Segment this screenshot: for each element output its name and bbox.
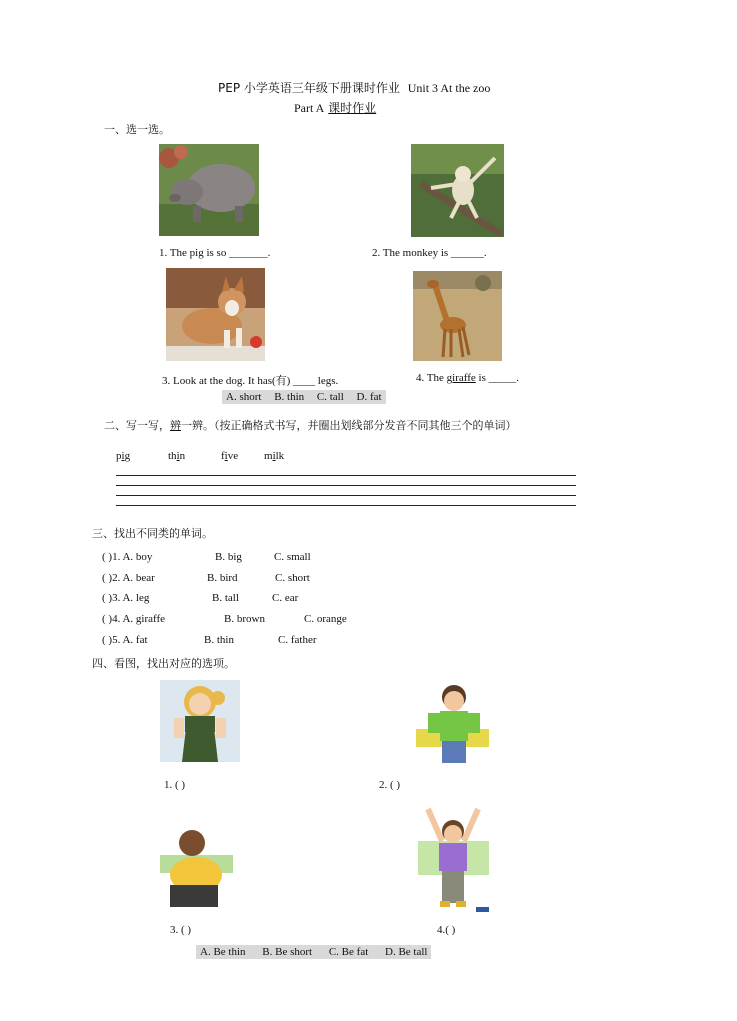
word-five-post: ve [227,450,239,462]
section2-heading-b: 辨 [170,419,181,432]
word-milk-post: lk [275,450,285,462]
word-thin [168,450,185,462]
option-b: B. thin [274,391,305,403]
section2-heading [104,417,517,433]
row2-a: ( )2. A. bear [102,572,155,584]
title-unit: Unit 3 At the zoo [407,81,491,95]
row4-a: ( )4. A. giraffe [102,613,166,625]
section2-heading-a: 二、写一写， [104,419,170,432]
row3-a: ( )3. A. leg [102,592,150,604]
row2-b: B. bird [207,572,238,584]
pig-picture [159,144,259,236]
option-be-tall: D. Be tall [385,946,428,958]
picture-label-3: 3. ( ) [170,924,192,936]
word-milk-pre: m [264,450,273,462]
row1-c: C. small [274,551,311,563]
boy-fat-picture [160,825,233,907]
question-2: 2. The monkey is ______. [372,247,487,259]
boy-green-picture [416,681,489,763]
option-c: C. tall [316,391,344,403]
picture-label-2: 2. ( ) [379,779,401,791]
row1-b: B. big [215,551,242,563]
word-pig-pre: p [116,450,122,462]
option-be-fat: C. Be fat [328,946,369,958]
row3-c: C. ear [272,592,299,604]
picture-label-1: 1. ( ) [164,779,186,791]
section4-options [196,945,431,959]
section1-heading: 一、选一选。 [104,123,170,136]
subtitle-rest: 课时作业 [328,101,377,115]
row1-a: ( )1. A. boy [102,551,153,563]
option-be-thin: A. Be thin [200,946,246,958]
question-3: 3. Look at the dog. It has(有) ____ legs. [162,375,339,387]
page-title [218,79,490,96]
writing-line-1 [116,475,576,476]
word-pig-u: i [121,450,125,462]
subtitle-part: Part A [294,101,325,115]
giraffe-picture [413,271,502,361]
row2-c: C. short [275,572,310,584]
monkey-picture [411,144,504,237]
picture-label-4: 4.( ) [437,924,456,936]
row4-c: C. orange [304,613,347,625]
word-milk [264,450,284,462]
word-thin-u: i [176,450,180,462]
word-thin-post: n [179,450,186,462]
option-be-short: B. Be short [262,946,313,958]
question-4-word: giraffe [446,372,476,384]
writing-line-4 [116,505,576,506]
section1-options [222,390,386,404]
dog-picture [166,268,265,361]
question-4-prefix: 4. The [416,372,444,384]
section4-heading: 四、看图，找出对应的选项。 [92,657,235,670]
word-five-pre: f [221,450,225,462]
page-subtitle [294,99,376,116]
title-prefix: PEP 小学英语三年级下册课时作业 [218,81,400,95]
option-a: A. short [226,391,262,403]
question-4 [416,372,519,384]
word-thin-pre: th [168,450,177,462]
writing-line-3 [116,495,576,496]
section3-heading: 三、找出不同类的单词。 [92,527,213,540]
section2-heading-c: 一辨。（按正确格式书写，并圈出划线部分发音不同其他三个的单词） [181,419,517,432]
row4-b: B. brown [224,613,265,625]
word-milk-u: i [272,450,276,462]
row5-b: B. thin [204,634,234,646]
question-4-suffix: is _____. [475,372,519,384]
word-pig-post: g [124,450,131,462]
girl-picture [160,680,240,762]
boy-tall-picture [418,801,489,912]
word-pig [116,450,130,462]
row5-c: C. father [278,634,317,646]
option-d: D. fat [356,391,382,403]
word-five [221,450,238,462]
row5-a: ( )5. A. fat [102,634,148,646]
writing-line-2 [116,485,576,486]
question-1: 1. The pig is so _______. [159,247,271,259]
word-five-u: i [224,450,228,462]
row3-b: B. tall [212,592,239,604]
